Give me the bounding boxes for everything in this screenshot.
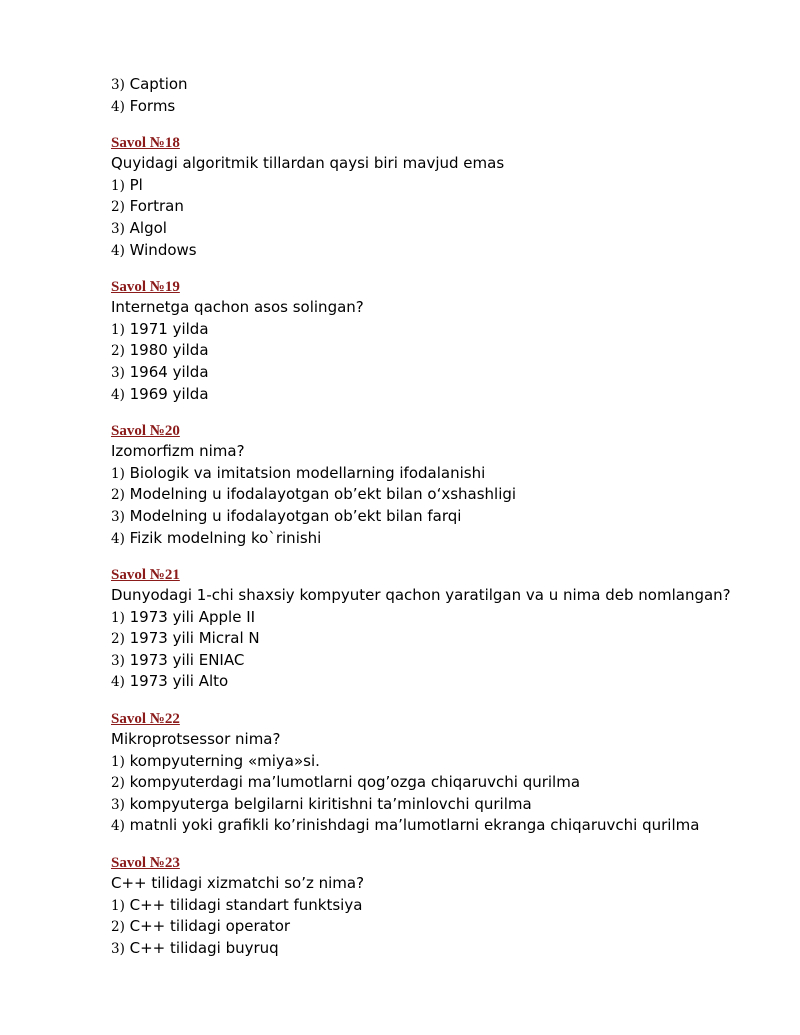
option-line <box>111 751 771 773</box>
option-number: 3) <box>111 364 125 381</box>
question-text: Internetga qachon asos solingan? <box>111 298 364 317</box>
question-text: Izomorfizm nima? <box>111 442 245 461</box>
option-text: 1969 yilda <box>129 384 209 403</box>
option-line <box>111 384 771 406</box>
option-text: kompyuterdagi ma’lumotlarni qog’ozga chiqaruvchi qurilma <box>129 773 581 792</box>
option-number: 4) <box>111 818 125 835</box>
option-text: kompyuterga belgilarni kiritishni ta’minlovchi qurilma <box>129 794 532 813</box>
option-line <box>111 463 771 485</box>
option-line <box>111 362 771 384</box>
question-heading: Savol №19 <box>111 279 180 296</box>
question-block-19 <box>111 277 771 405</box>
option-line <box>111 671 771 693</box>
question-heading: Savol №20 <box>111 423 180 440</box>
option-text: 1980 yilda <box>129 341 209 360</box>
option-text: Biologik va imitatsion modellarning ifodalanishi <box>129 463 486 482</box>
option-number: 4) <box>111 242 125 259</box>
option-text: 1973 yili ENIAC <box>129 650 245 669</box>
option-line <box>111 794 771 816</box>
option-text: kompyuterning «miya»si. <box>129 751 320 770</box>
option-number: 2) <box>111 631 125 648</box>
option-number: 4) <box>111 386 125 403</box>
option-line <box>111 916 771 938</box>
option-line <box>111 484 771 506</box>
question-heading: Savol №22 <box>111 711 180 728</box>
question-text: Dunyodagi 1-chi shaxsiy kompyuter qachon yaratilgan va u nima deb nomlangan? <box>111 586 731 605</box>
option-number: 4) <box>111 530 125 547</box>
option-text: C++ tilidagi standart funktsiya <box>129 895 363 914</box>
option-line <box>111 340 771 362</box>
option-number: 4) <box>111 674 125 691</box>
option-text: 1971 yilda <box>129 319 209 338</box>
option-text: Modelning u ifodalayotgan ob’ekt bilan o‘xshashligi <box>129 485 517 504</box>
option-line <box>111 628 771 650</box>
option-line <box>111 196 771 218</box>
option-text: matnli yoki grafikli ko’rinishdagi ma’lumotlarni ekranga chiqaruvchi qurilma <box>129 816 700 835</box>
option-number: 3) <box>111 220 125 237</box>
option-number: 3) <box>111 508 125 525</box>
document-page <box>111 74 771 959</box>
option-number: 3) <box>111 796 125 813</box>
option-line <box>111 528 771 550</box>
option-line <box>111 772 771 794</box>
option-line <box>111 240 771 262</box>
lead-options <box>111 74 771 117</box>
option-line <box>111 175 771 197</box>
option-number: 2) <box>111 775 125 792</box>
option-number: 1) <box>111 177 125 194</box>
option-text: 1964 yilda <box>129 362 209 381</box>
option-text: C++ tilidagi operator <box>129 917 291 936</box>
question-block-22 <box>111 709 771 837</box>
question-heading: Savol №23 <box>111 855 180 872</box>
option-number: 1) <box>111 753 125 770</box>
question-block-23 <box>111 853 771 959</box>
option-line <box>111 607 771 629</box>
option-number: 3) <box>111 77 125 93</box>
option-number: 4) <box>111 98 125 115</box>
option-number: 1) <box>111 897 125 914</box>
option-text: Fortran <box>129 197 184 216</box>
option-number: 3) <box>111 652 125 669</box>
option-number: 2) <box>111 919 125 936</box>
option-text: 1973 yili Alto <box>129 672 229 691</box>
option-number: 2) <box>111 343 125 360</box>
option-text: C++ tilidagi buyruq <box>129 938 279 957</box>
option-line <box>111 218 771 240</box>
question-text: Mikroprotsessor nima? <box>111 730 281 749</box>
option-text: Windows <box>129 240 197 259</box>
option-line <box>111 938 771 960</box>
option-line <box>111 319 771 341</box>
option-text: Forms <box>129 96 176 115</box>
option-line <box>111 650 771 672</box>
question-block-20 <box>111 421 771 549</box>
option-line <box>111 815 771 837</box>
option-number: 1) <box>111 609 125 626</box>
option-text: 1973 yili Apple II <box>129 607 256 626</box>
option-number: 1) <box>111 465 125 482</box>
option-text: Algol <box>129 218 167 237</box>
question-text: C++ tilidagi xizmatchi so’z nima? <box>111 874 365 893</box>
option-text: Pl <box>129 175 143 194</box>
question-heading: Savol №18 <box>111 135 180 152</box>
question-block-21 <box>111 565 771 693</box>
option-line <box>111 96 771 118</box>
option-text: Fizik modelning ko`rinishi <box>129 528 322 547</box>
option-number: 2) <box>111 199 125 216</box>
option-number: 2) <box>111 487 125 504</box>
option-text: 1973 yili Micral N <box>129 629 260 648</box>
option-text: Modelning u ifodalayotgan ob’ekt bilan farqi <box>129 506 462 525</box>
question-text: Quyidagi algoritmik tillardan qaysi biri mavjud emas <box>111 154 505 173</box>
option-number: 3) <box>111 940 125 957</box>
option-text: Caption <box>129 75 188 93</box>
question-block-18 <box>111 133 771 261</box>
option-number: 1) <box>111 321 125 338</box>
question-heading: Savol №21 <box>111 567 180 584</box>
option-line <box>111 506 771 528</box>
option-line <box>111 895 771 917</box>
option-line <box>111 74 771 96</box>
